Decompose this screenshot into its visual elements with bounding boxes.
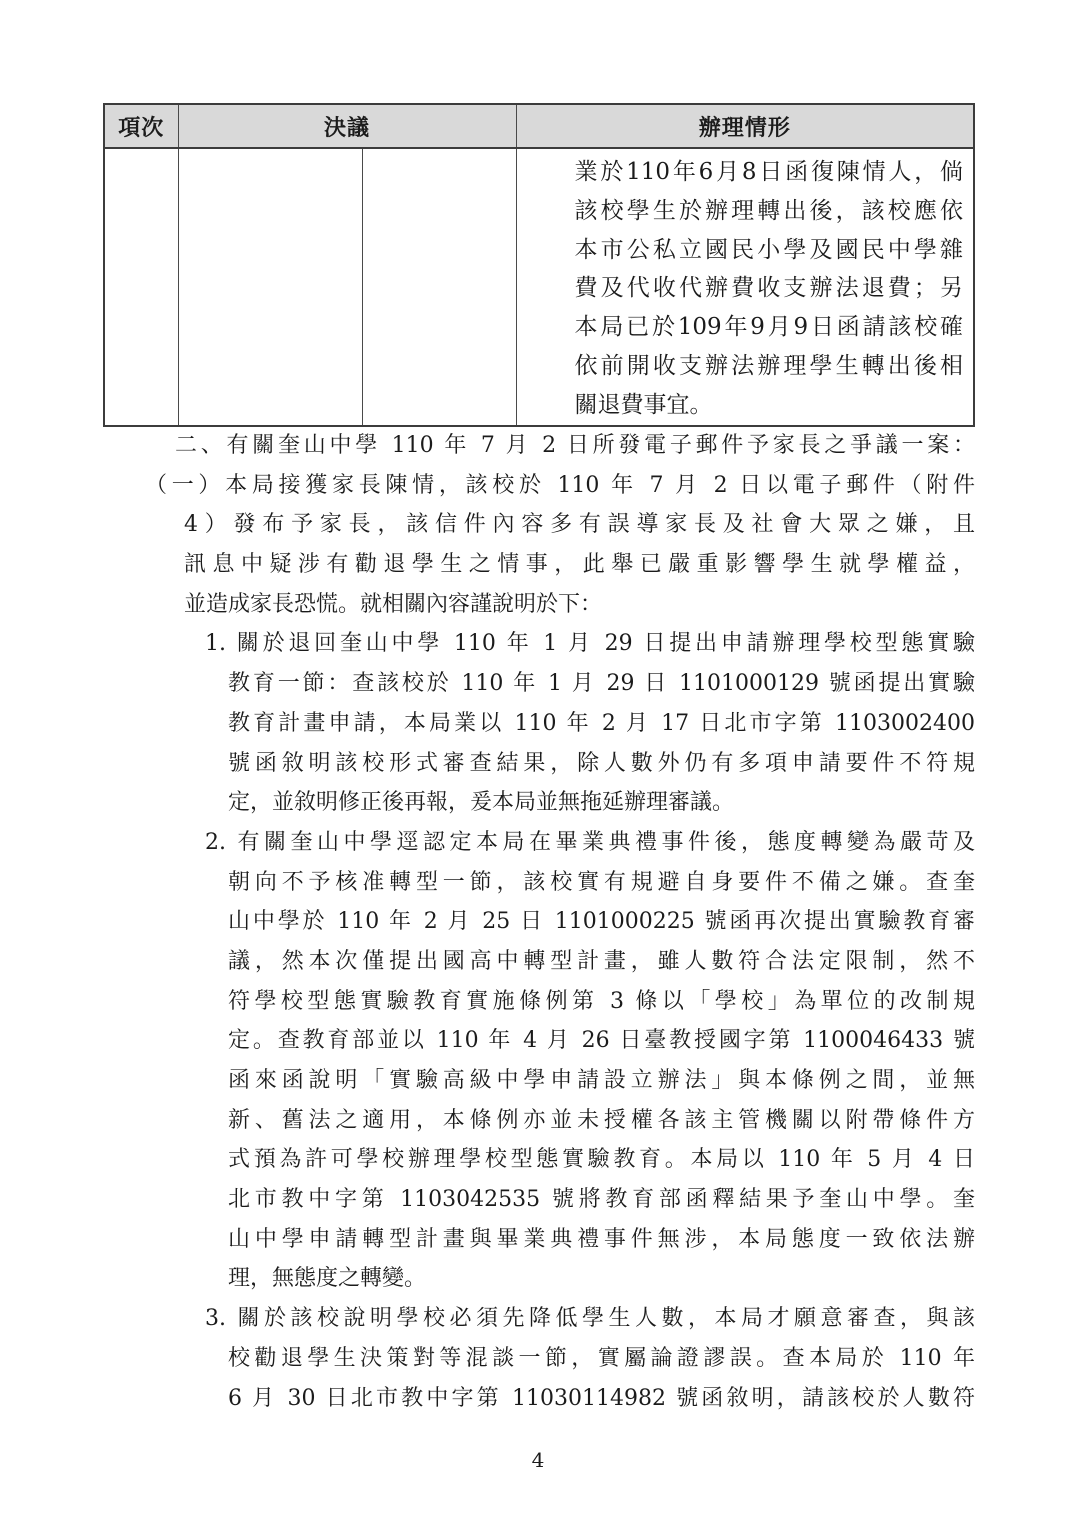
cell-handling bbox=[516, 148, 974, 426]
text-line: 新、舊法之適用，本條例亦並未授權各該主管機關以附帶條件方 bbox=[228, 1107, 975, 1133]
point-3 bbox=[0, 1299, 1076, 1418]
handling-text-line: 本局已於109年9月9日函請該校確 bbox=[574, 314, 964, 341]
handling-text-line: 費及代收代辦費收支辦法退費；另 bbox=[574, 275, 964, 302]
cell-resolution-a bbox=[178, 148, 362, 426]
text-line: 二、有關奎山中學 110 年 7 月 2 日所發電子郵件予家長之爭議一案： bbox=[175, 433, 975, 458]
text-line: 6 月 30 日北市教中字第 11030114982 號函敘明，請該校於人數符 bbox=[228, 1385, 975, 1411]
section-2-heading bbox=[0, 426, 1076, 466]
table-row bbox=[104, 148, 974, 426]
text-line: 符學校型態實驗教育實施條例第 3 條以「學校」為單位的改制規 bbox=[228, 988, 975, 1014]
text-line: 山中學申請轉型計畫與畢業典禮事件無涉，本局態度一致依法辦 bbox=[228, 1226, 975, 1252]
text-line: 3. 關於該校說明學校必須先降低學生人數，本局才願意審查，與該 bbox=[205, 1306, 975, 1332]
text-line: 議，然本次僅提出國高中轉型計畫，雖人數符合法定限制，然不 bbox=[228, 948, 975, 974]
table-header-row bbox=[104, 104, 974, 148]
cell-item-no bbox=[104, 148, 178, 426]
text-line: 校勸退學生決策對等混談一節，實屬論證謬誤。查本局於 110 年 bbox=[228, 1345, 975, 1371]
text-line: 朝向不予核准轉型一節，該校實有規避自身要件不備之嫌。查奎 bbox=[228, 869, 975, 895]
text-line: 教育一節：查該校於 110 年 1 月 29 日 1101000129 號函提出實驗 bbox=[228, 671, 975, 697]
point-1 bbox=[0, 624, 1076, 822]
text-line: （一）本局接獲家長陳情，該校於 110 年 7 月 2 日以電子郵件（附件 bbox=[145, 472, 975, 498]
handling-text-line: 依前開收支辦法辦理學生轉出後相 bbox=[574, 352, 964, 379]
handling-text-line: 該校學生於辦理轉出後，該校應依 bbox=[574, 197, 964, 224]
point-2 bbox=[0, 823, 1076, 1299]
handling-text-line: 本市公私立國民小學及國民中學雜 bbox=[574, 236, 964, 263]
col-header-handling: 辦理情形 bbox=[516, 104, 974, 148]
text-line: 式預為許可學校辦理學校型態實驗教育。本局以 110 年 5 月 4 日 bbox=[228, 1147, 975, 1173]
text-line: 理，無態度之轉變。 bbox=[228, 1266, 427, 1292]
text-line: 4）發布予家長，該信件內容多有誤導家長及社會大眾之嫌，且 bbox=[184, 512, 975, 538]
body-text bbox=[0, 426, 1076, 1418]
handling-text-line: 關退費事宜。 bbox=[574, 391, 713, 418]
text-line: 定，並敘明修正後再報，爰本局並無拖延辦理審議。 bbox=[228, 790, 735, 816]
item-paren-1 bbox=[0, 466, 1076, 625]
handling-status-text bbox=[517, 149, 974, 425]
text-line: 定。查教育部並以 110 年 4 月 26 日臺教授國字第 1100046433 號 bbox=[228, 1028, 975, 1054]
page-number: 4 bbox=[531, 1448, 545, 1472]
handling-text-line: 業於110年6月8日函復陳情人，倘 bbox=[574, 159, 964, 185]
text-line: 函來函說明「實驗高級中學申請設立辦法」與本條例之間，並無 bbox=[228, 1068, 975, 1093]
text-line: 山中學於 110 年 2 月 25 日 1101000225 號函再次提出實驗教育審 bbox=[228, 909, 975, 935]
text-line: 並造成家長恐慌。就相關內容謹說明於下： bbox=[184, 591, 603, 617]
resolution-table bbox=[103, 103, 975, 427]
col-header-resolution: 決議 bbox=[178, 104, 516, 148]
cell-resolution-b bbox=[362, 148, 516, 426]
text-line: 北市教中字第 1103042535 號將教育部函釋結果予奎山中學。奎 bbox=[228, 1187, 975, 1213]
text-line: 號函敘明該校形式審查結果，除人數外仍有多項申請要件不符規 bbox=[228, 750, 975, 776]
text-line: 1. 關於退回奎山中學 110 年 1 月 29 日提出申請辦理學校型態實驗 bbox=[205, 631, 975, 657]
text-line: 訊息中疑涉有勸退學生之情事，此舉已嚴重影響學生就學權益， bbox=[184, 552, 975, 578]
text-line: 教育計畫申請，本局業以 110 年 2 月 17 日北市字第 1103002400 bbox=[228, 710, 975, 736]
col-header-item-no: 項次 bbox=[104, 104, 178, 148]
text-line: 2. 有關奎山中學逕認定本局在畢業典禮事件後，態度轉變為嚴苛及 bbox=[205, 829, 975, 855]
